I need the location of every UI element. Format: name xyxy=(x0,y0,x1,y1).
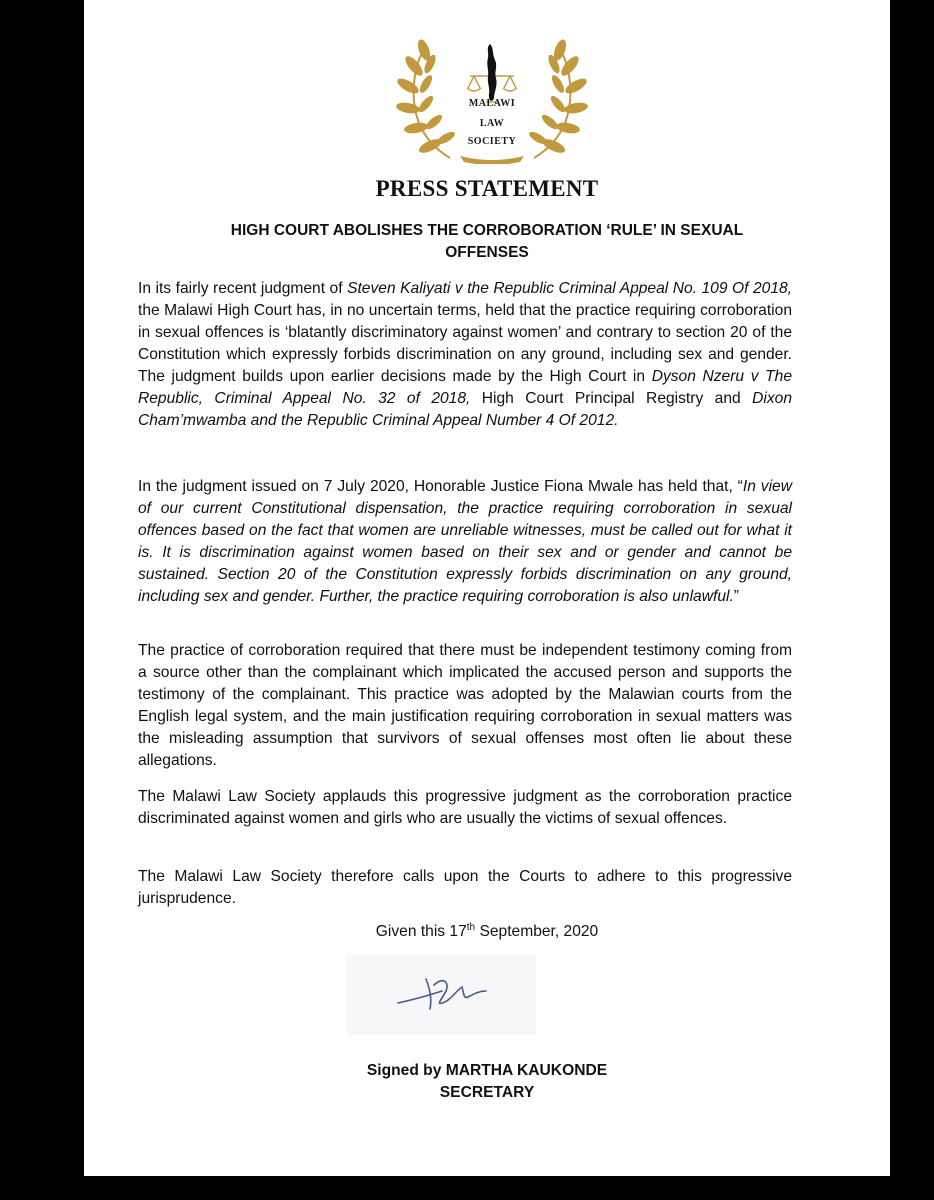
signatory-title: SECRETARY xyxy=(439,1084,535,1101)
subtitle-line-2: OFFENSES xyxy=(445,244,529,261)
p2-text-2: ” xyxy=(733,588,739,605)
p1-case-nzeru: Dyson Nzeru v The Republic, Criminal Appeal No. 32 of 2018, xyxy=(138,368,792,407)
logo-text-malawi: MALAWI xyxy=(468,98,516,109)
malawi-law-society-logo xyxy=(390,30,594,164)
given-suffix: September, 2020 xyxy=(475,923,599,941)
paragraph-5: The Malawi Law Society therefore calls upon the Courts to adhere to this progressive jurisprudence. xyxy=(138,868,792,907)
given-prefix: Given this 17 xyxy=(375,923,467,941)
press-statement-page xyxy=(84,0,890,1176)
p2-quote: In view of our current Constitutional dispensation, the practice requiring corroboration in sexual offences based on the fact that women are unreliable witnesses, must be called out for what it is. It is discrimination against women based on their sex and or gender and cannot be sustained. Section 20 of the Constitution expressly forbids discrimination on any ground, including sex and gender. Further, the practice requiring corroboration is also unlawful. xyxy=(138,478,792,605)
paragraph-1 xyxy=(138,278,792,432)
p1-text-1: In its fairly recent judgment of xyxy=(138,280,348,297)
p1-text-3: High Court Principal Registry and xyxy=(470,390,753,407)
signed-by-line: Signed by MARTHA KAUKONDE xyxy=(366,1062,608,1079)
paragraph-2 xyxy=(138,476,792,608)
handwritten-signature xyxy=(346,955,536,1035)
paragraph-4: The Malawi Law Society applauds this progressive judgment as the corroboration practice discriminated against women and girls who are usually the victims of sexual offences. xyxy=(138,788,792,827)
p1-text-2: the Malawi High Court has, in no uncertain terms, held that the practice requiring corroboration in sexual offences is ‘blatantly discriminatory against women’ and contrary to section 20 of the Constitution which expressly forbids discrimination on any ground, including sex and gender. The judgment builds upon earlier decisions made by the High Court in xyxy=(138,302,792,385)
p1-case-kaliyati: Steven Kaliyati v the Republic Criminal Appeal No. 109 Of 2018, xyxy=(347,280,793,297)
given-date xyxy=(84,922,890,941)
logo-text-law: LAW xyxy=(479,118,505,129)
signatory-block xyxy=(84,1060,890,1104)
p2-text-1: In the judgment issued on 7 July 2020, Honorable Justice Fiona Mwale has held that, “ xyxy=(138,478,743,495)
paragraph-3: The practice of corroboration required that there must be independent testimony coming from a source other than the complainant which implicated the accused person and supports the testimony of the complainant. This practice was adopted by the Malawian courts from the English legal system, and the main justification requiring corroboration in sexual matters was the misleading assumption that survivors of sexual offenses most often lie about these allegations. xyxy=(138,642,792,769)
signature-icon xyxy=(346,955,536,1035)
p1-case-chammwamba: Dixon Cham’mwamba and the Republic Criminal Appeal Number 4 Of 2012. xyxy=(138,390,792,429)
logo-text-society: SOCIETY xyxy=(467,136,517,147)
statement-subtitle xyxy=(174,220,800,264)
subtitle-line-1: HIGH COURT ABOLISHES THE CORROBORATION ‘RULE’ IN SEXUAL xyxy=(230,222,744,239)
given-sup: th xyxy=(466,922,476,933)
malawi-map-icon xyxy=(487,44,496,101)
page-title: PRESS STATEMENT xyxy=(375,176,599,201)
